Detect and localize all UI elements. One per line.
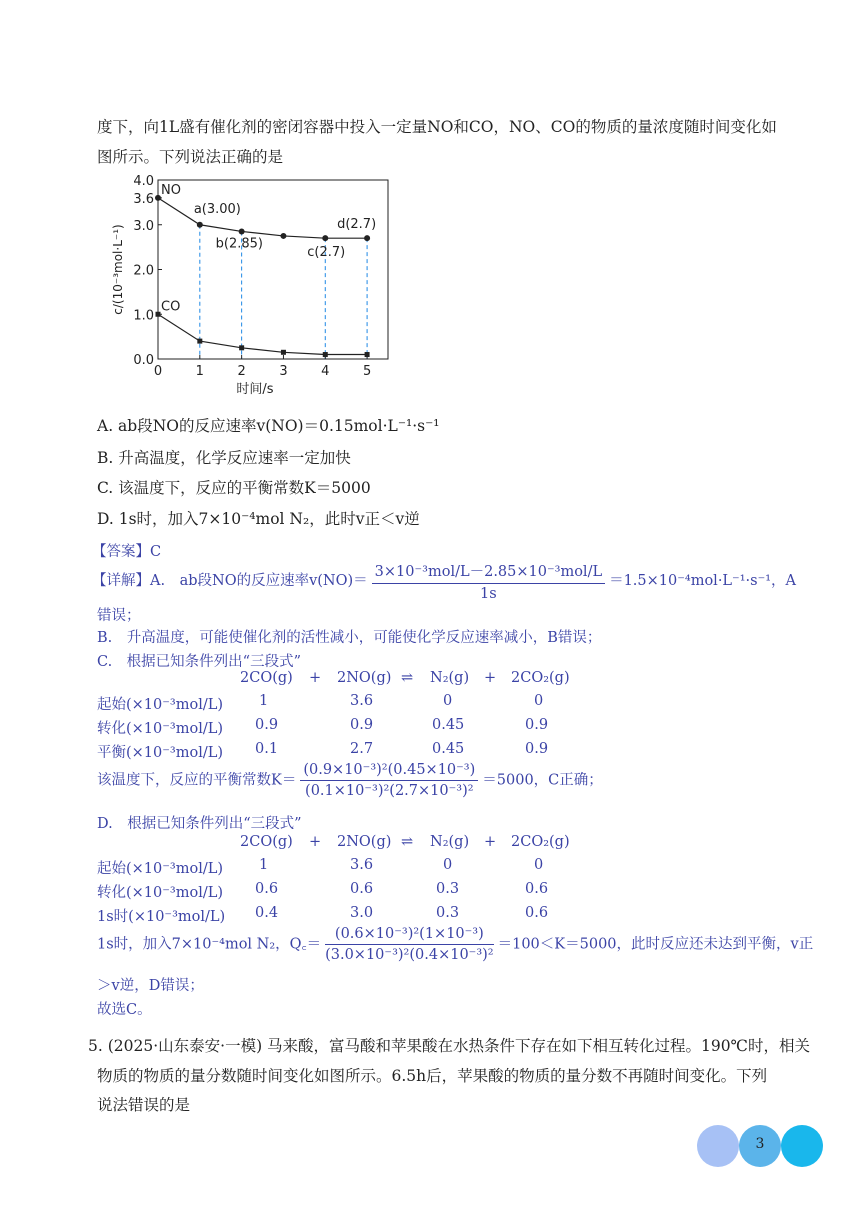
x-tick-label: 1 [195, 364, 204, 379]
point-label: d(2.7) [337, 217, 377, 233]
table-row-label: 1s时(×10⁻³mol/L) [97, 909, 226, 925]
detail-d-intro: D. 根据已知条件列出“三段式” [97, 816, 302, 832]
series-line-co [158, 314, 367, 354]
page-number: 3 [755, 1136, 765, 1152]
table1-h-co: 2CO(g) [240, 670, 293, 686]
table-row [97, 857, 797, 879]
detail-c-k-numerator: (0.9×10⁻³)²(0.45×10⁻³) [300, 762, 478, 781]
detail-b: B. 升高温度，可能使催化剂的活性减小，可能使化学反应速率减小，B错误； [97, 630, 602, 646]
table-row [97, 905, 797, 927]
x-tick-label: 5 [362, 364, 372, 379]
table-cell: 0.9 [525, 741, 549, 757]
table1-h-no: 2NO(g) [337, 670, 392, 686]
plot-frame [158, 180, 388, 359]
data-point-no [322, 235, 328, 241]
detail-c-k-fraction [300, 762, 478, 799]
data-point-co [156, 312, 161, 317]
data-point-co [365, 352, 370, 357]
y-tick-label: 4.0 [133, 174, 154, 189]
detail-c-k-line [97, 762, 603, 799]
x-tick-label: 3 [279, 364, 288, 379]
page-decor-circle-3 [781, 1125, 823, 1167]
table-cell: 0.6 [255, 881, 279, 897]
y-tick-label: 1.0 [133, 308, 154, 324]
table-cell: 0.6 [525, 905, 549, 921]
table-cell: 0.3 [436, 881, 460, 897]
table2-h-plus1: + [309, 834, 322, 850]
detail-d-line2: ＞v逆，D错误； [97, 978, 204, 994]
x-tick-label: 0 [153, 364, 163, 379]
table-cell: 2.7 [350, 741, 374, 757]
table2-header [97, 834, 797, 856]
option-b: B. 升高温度，化学反应速率一定加快 [97, 449, 351, 467]
table-cell: 0.6 [350, 881, 374, 897]
detail-a-prefix: A. ab段NO的反应速率v(NO)＝ [150, 573, 368, 589]
detail-a-line2: 错误； [97, 608, 141, 624]
point-label: b(2.85) [215, 236, 263, 252]
answer-value: C [150, 544, 162, 560]
table-cell: 0.9 [350, 717, 374, 733]
table2-h-co: 2CO(g) [240, 834, 293, 850]
detail-d-q-line [97, 926, 813, 963]
detail-a-suffix: ＝1.5×10⁻⁴mol·L⁻¹·s⁻¹，A [609, 573, 797, 589]
table-cell: 0 [443, 693, 453, 709]
question5-line1: 5. (2025·山东泰安·一模) 马来酸，富马酸和苹果酸在水热条件下存在如下相互转化过程。190℃时，相关 [88, 1037, 810, 1055]
question5-line3: 说法错误的是 [97, 1096, 191, 1114]
table-cell: 0.45 [432, 717, 465, 733]
table-cell: 0 [534, 693, 544, 709]
detail-label: 【详解】 [92, 573, 150, 589]
question-intro-line1: 度下，向1L盛有催化剂的密闭容器中投入一定量NO和CO，NO、CO的物质的量浓度随时间变化如 [97, 118, 777, 136]
table-row [97, 881, 797, 903]
point-label: a(3.00) [193, 201, 241, 217]
detail-d-q-fraction [325, 926, 494, 963]
x-tick-label: 4 [321, 364, 330, 379]
table-cell: 3.0 [350, 905, 374, 921]
detail-d-q-suffix: ＝100＜K＝5000，此时反应还未达到平衡，v正 [497, 936, 814, 953]
table-cell: 0 [443, 857, 453, 873]
question-intro-line2: 图所示。下列说法正确的是 [97, 148, 284, 166]
table-cell: 0.6 [525, 881, 549, 897]
table2-h-plus2: + [484, 834, 497, 850]
data-point-co [281, 350, 286, 355]
option-c: C. 该温度下，反应的平衡常数K＝5000 [97, 479, 371, 497]
table-row-label: 平衡(×10⁻³mol/L) [97, 745, 224, 761]
detail-d-q-denominator: (3.0×10⁻³)²(0.4×10⁻³)² [325, 947, 494, 963]
data-point-co [239, 345, 244, 350]
point-label: c(2.7) [307, 245, 346, 261]
table-cell: 1 [259, 693, 269, 709]
detail-d-q-prefix: 1s时，加入7×10⁻⁴mol N₂，Q꜀＝ [97, 936, 322, 953]
x-tick-label: 2 [237, 364, 246, 379]
table-cell: 0.1 [255, 741, 279, 757]
x-axis-label: 时间/s [236, 382, 274, 397]
table-row [97, 693, 797, 715]
detail-a-denominator: 1s [480, 586, 497, 602]
y-axis-label: c/(10⁻³mol·L⁻¹) [111, 224, 125, 315]
table-cell: 0.9 [255, 717, 279, 733]
table-row [97, 741, 797, 763]
table-cell: 0 [534, 857, 544, 873]
data-point-no [239, 228, 245, 234]
table2-h-n2: N₂(g) [430, 834, 470, 850]
table-cell: 1 [259, 857, 269, 873]
table-row-label: 起始(×10⁻³mol/L) [97, 697, 224, 713]
table-row-label: 起始(×10⁻³mol/L) [97, 861, 224, 877]
concentration-chart [108, 170, 408, 405]
series-line-no [158, 198, 367, 238]
detail-a-numerator: 3×10⁻³mol/L－2.85×10⁻³mol/L [372, 560, 605, 584]
table-row [97, 717, 797, 739]
table1-h-n2: N₂(g) [430, 670, 470, 686]
table-cell: 0.45 [432, 741, 465, 757]
y-tick-label: 3.0 [133, 218, 154, 234]
detail-a-fraction [372, 560, 605, 602]
answer-line [92, 540, 161, 561]
detail-d-q-numerator: (0.6×10⁻³)²(1×10⁻³) [325, 926, 494, 945]
detail-c-intro: C. 根据已知条件列出“三段式” [97, 654, 302, 670]
series-label-co: CO [161, 299, 181, 315]
data-point-no [364, 235, 370, 241]
table-row-label: 转化(×10⁻³mol/L) [97, 721, 224, 737]
table2-h-no: 2NO(g) [337, 834, 392, 850]
data-point-co [323, 352, 328, 357]
table1-h-co2: 2CO₂(g) [511, 670, 570, 686]
table-cell: 3.6 [350, 857, 374, 873]
detail-c-k-prefix: 该温度下，反应的平衡常数K＝ [97, 772, 297, 789]
table1-h-eq: ⇌ [401, 670, 414, 686]
detail-c-k-suffix: ＝5000，C正确； [482, 772, 603, 789]
table1-header [97, 670, 797, 692]
option-a: A. ab段NO的反应速率v(NO)＝0.15mol·L⁻¹·s⁻¹ [97, 417, 440, 435]
detail-a-line [92, 560, 796, 602]
table-cell: 3.6 [350, 693, 374, 709]
page-decor-circle-1 [697, 1125, 739, 1167]
table1-h-plus1: + [309, 670, 322, 686]
option-d: D. 1s时，加入7×10⁻⁴mol N₂，此时v正＜v逆 [97, 510, 420, 528]
data-point-no [197, 222, 203, 228]
table1-h-plus2: + [484, 670, 497, 686]
table2-h-eq: ⇌ [401, 834, 414, 850]
detail-c-k-denominator: (0.1×10⁻³)²(2.7×10⁻³)² [305, 783, 474, 799]
y-tick-label: 3.6 [133, 191, 154, 207]
table2-h-co2: 2CO₂(g) [511, 834, 570, 850]
data-point-no [280, 233, 286, 239]
table-row-label: 转化(×10⁻³mol/L) [97, 885, 224, 901]
y-tick-label: 2.0 [133, 263, 154, 279]
series-label-no: NO [161, 182, 181, 198]
table-cell: 0.4 [255, 905, 279, 921]
table-cell: 0.9 [525, 717, 549, 733]
detail-conclusion: 故选C。 [97, 1002, 152, 1018]
table-cell: 0.3 [436, 905, 460, 921]
data-point-co [197, 339, 202, 344]
answer-label: 【答案】 [92, 544, 150, 560]
question5-line2: 物质的物质的量分数随时间变化如图所示。6.5h后，苹果酸的物质的量分数不再随时间变化。下列 [97, 1067, 768, 1085]
y-tick-label: 0.0 [133, 353, 154, 368]
